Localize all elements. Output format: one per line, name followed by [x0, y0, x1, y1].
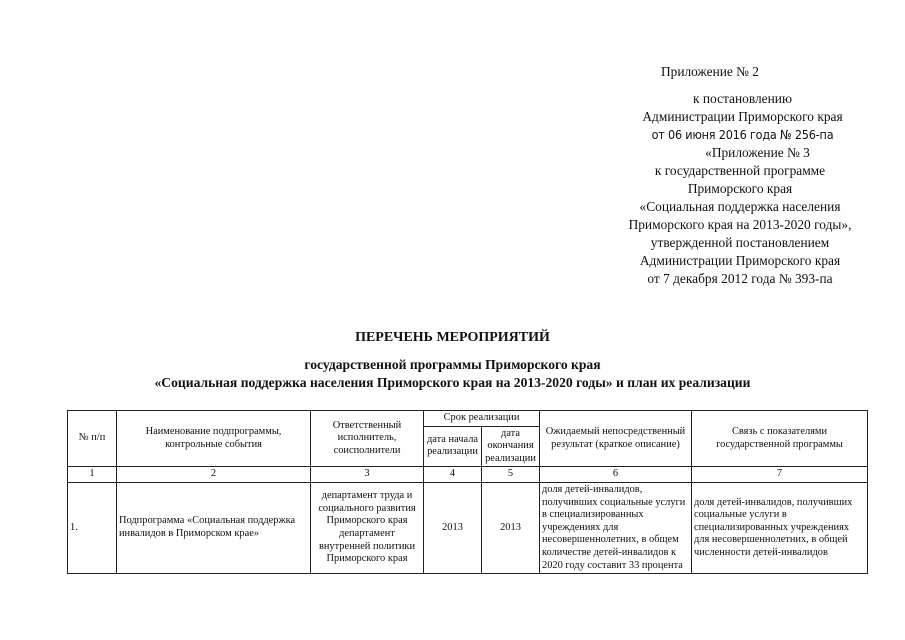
- resolution-date-stamp: от 06 июня 2016 года № 256-па: [651, 127, 834, 142]
- column-number: 1: [68, 467, 117, 483]
- header-start: дата начала реализации: [424, 426, 482, 467]
- header-result: Ожидаемый непосредственный результат (краткое описание): [540, 411, 692, 467]
- column-number-row: [68, 467, 868, 483]
- column-number: 4: [424, 467, 482, 483]
- program-years-line: Приморского края на 2013-2020 годы»,: [628, 217, 852, 232]
- row-result: доля детей-инвалидов, получивших социальные услуги в специализированных учреждениях для несовершеннолетних, в общем количестве детей-инвалидов к 2020 году составит 33 процента: [540, 482, 692, 573]
- header-executor: Ответственный исполнитель, соисполнители: [311, 411, 424, 467]
- column-number: 5: [482, 467, 540, 483]
- program-name-line: «Социальная поддержка населения: [639, 199, 841, 214]
- appendix3-line: «Приложение № 3: [705, 145, 810, 160]
- column-number: 3: [311, 467, 424, 483]
- row-num: 1.: [68, 482, 117, 573]
- row-link: доля детей-инвалидов, получивших социальные услуги в специализированных учреждениях для несовершеннолетних, в общей численности детей-инвалидов: [692, 482, 868, 573]
- row-executor: [311, 482, 424, 573]
- appendix-header: [610, 63, 810, 81]
- resolution-reference: [615, 90, 870, 162]
- row-start: 2013: [424, 482, 482, 573]
- table-header-row: [68, 411, 868, 427]
- region-line: Приморского края: [687, 181, 793, 196]
- header-num: № п/п: [68, 411, 117, 467]
- program-date-line: от 7 декабря 2012 года № 393-па: [647, 271, 833, 286]
- row-name: Подпрограмма «Социальная поддержка инвалидов в Приморском крае»: [117, 482, 311, 573]
- header-link: Связь с показателями государственной программы: [692, 411, 868, 467]
- row-executor-main: департамент труда и социального развития Приморского края: [318, 490, 416, 527]
- header-name: Наименование подпрограммы, контрольные события: [117, 411, 311, 467]
- header-period: Срок реализации: [424, 411, 540, 427]
- column-number: 6: [540, 467, 692, 483]
- document-title: ПЕРЕЧЕНЬ МЕРОПРИЯТИЙ: [355, 330, 550, 345]
- resolution-line: к постановлению: [693, 91, 792, 106]
- document-subtitle-1: государственной программы Приморского края: [304, 357, 601, 372]
- column-number: 7: [692, 467, 868, 483]
- activities-table: [67, 410, 868, 574]
- column-number: 2: [117, 467, 311, 483]
- header-end: дата окончания реализации: [482, 426, 540, 467]
- administration-line-2: Администрации Приморского края: [639, 253, 841, 268]
- to-program-line: к государственной программе: [654, 163, 826, 178]
- administration-line: Администрации Приморского края: [642, 109, 843, 124]
- row-executor-co: департамент внутренней политики Приморского края: [318, 528, 416, 565]
- row-end: 2013: [482, 482, 540, 573]
- program-reference: [600, 162, 880, 288]
- table-row: [68, 482, 868, 573]
- approved-line: утвержденной постановлением: [650, 235, 830, 250]
- document-subtitle-2: «Социальная поддержка населения Приморского края на 2013-2020 годы» и план их реализации: [154, 375, 751, 390]
- appendix-title: Приложение № 2: [660, 64, 760, 79]
